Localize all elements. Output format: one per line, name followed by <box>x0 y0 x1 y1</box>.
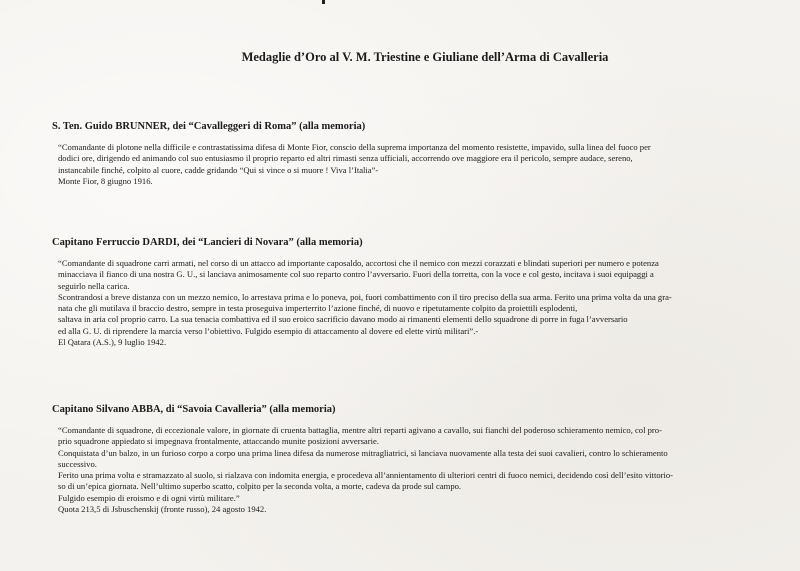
citation-entry-dardi <box>52 237 760 348</box>
citation-text <box>58 258 760 337</box>
citation-place-date: Monte Fior, 8 giugno 1916. <box>58 175 153 186</box>
citation-line: nata che gli mutilava il braccio destro, sempre in testa proseguiva imperterrito l’azione finché, di nuovo e ripetutamente colpito da proiettili esplodenti, <box>58 303 578 314</box>
citation-line: instancabile finché, colpito al cuore, cadde gridando “Qui si vince o si muore ! Viva l’Italia”- <box>58 164 379 175</box>
citation-line: “Comandante di squadrone, di eccezionale valore, in giornate di cruenta battaglia, mentre altri reparti agivano a cavallo, sui fianchi del poderoso schieramento nemico, col pro- <box>58 425 662 435</box>
citation-text <box>58 142 760 176</box>
citation-place-date: El Qatara (A.S.), 9 luglio 1942. <box>58 337 167 348</box>
citation-line: prio squadrone appiedato si impegnava frontalmente, attaccando munite posizioni avversarie. <box>58 436 379 447</box>
citation-line: Ferito una prima volta e stramazzato al suolo, si rialzava con indomita energia, e procedeva all’annientamento di ulteriori centri di fuoco nemici, decidendo così dell’esito vittorio- <box>58 470 674 481</box>
citation-line: “Comandante di plotone nella difficile e contrastatissima difesa di Monte Fior, conscio della suprema importanza del momento resistette, impavido, sulla linea del fuoco per <box>58 142 651 152</box>
binding-mark <box>322 0 325 4</box>
citation-line: ed alla G. U. di riprendere la marcia verso l’obiettivo. Fulgido esempio di attaccamento al dovere ed elette virtù militari”.- <box>58 325 479 336</box>
citation-line: minacciava il fianco di una nostra G. U., si lanciava animosamente col suo reparto contro l’avversario. Fuori della torretta, con la voce e col gesto, incitava i suoi equipaggi a <box>58 269 654 280</box>
citation-line: Scontrandosi a breve distanza con un mezzo nemico, lo arrestava prima e lo poneva, poi, fuori combattimento con il tiro preciso della sua arma. Ferito una prima volta da una gra- <box>58 291 672 302</box>
citation-entry-abba <box>52 404 760 515</box>
citation-line: “Comandante di squadrone carri armati, nel corso di un attacco ad importante caposaldo, accortosi che il nemico con mezzi corazzati e blindati superiori per numero e potenza <box>58 258 659 268</box>
citation-heading: S. Ten. Guido BRUNNER, dei “Cavalleggeri di Roma” (alla memoria) <box>52 121 366 132</box>
citation-line: Conquistata d’un balzo, in un furioso corpo a corpo una prima linea difesa da numerose mitragliatrici, si lanciava nuovamente alla testa dei suoi cavalieri, contro lo schieramento <box>58 447 668 458</box>
citation-line: dodici ore, dirigendo ed animando col suo entusiasmo il proprio reparto ed altri rimasti senza ufficiali, accorrendo ove maggiore era il pericolo, sempre audace, sereno, <box>58 153 633 164</box>
citation-heading: Capitano Ferruccio DARDI, dei “Lancieri di Novara” (alla memoria) <box>52 237 363 248</box>
citation-place-date: Quota 213,5 di Jsbuschenskij (fronte russo), 24 agosto 1942. <box>58 504 267 515</box>
citation-line: saltava in aria col proprio carro. La sua tenacia combattiva ed il suo eroico sacrificio davano modo ai rimanenti elementi dello squadrone di porre in fuga l’avversario <box>58 314 628 325</box>
document-title: Medaglie d’Oro al V. M. Triestine e Giuliane dell’Arma di Cavalleria <box>241 50 609 64</box>
citation-line: Fulgido esempio di eroismo e di ogni virtù militare.” <box>58 492 240 503</box>
citation-entry-brunner <box>52 121 760 187</box>
citation-line: seguirlo nella carica. <box>58 280 130 291</box>
citation-heading: Capitano Silvano ABBA, di “Savoia Cavalleria” (alla memoria) <box>52 404 336 415</box>
citation-line: successivo. <box>58 458 97 469</box>
citation-line: so di un’epica giornata. Nell’ultimo superbo scatto, colpito per la seconda volta, a morte, cadeva da prode sul campo. <box>58 481 462 492</box>
citation-text <box>58 425 760 504</box>
